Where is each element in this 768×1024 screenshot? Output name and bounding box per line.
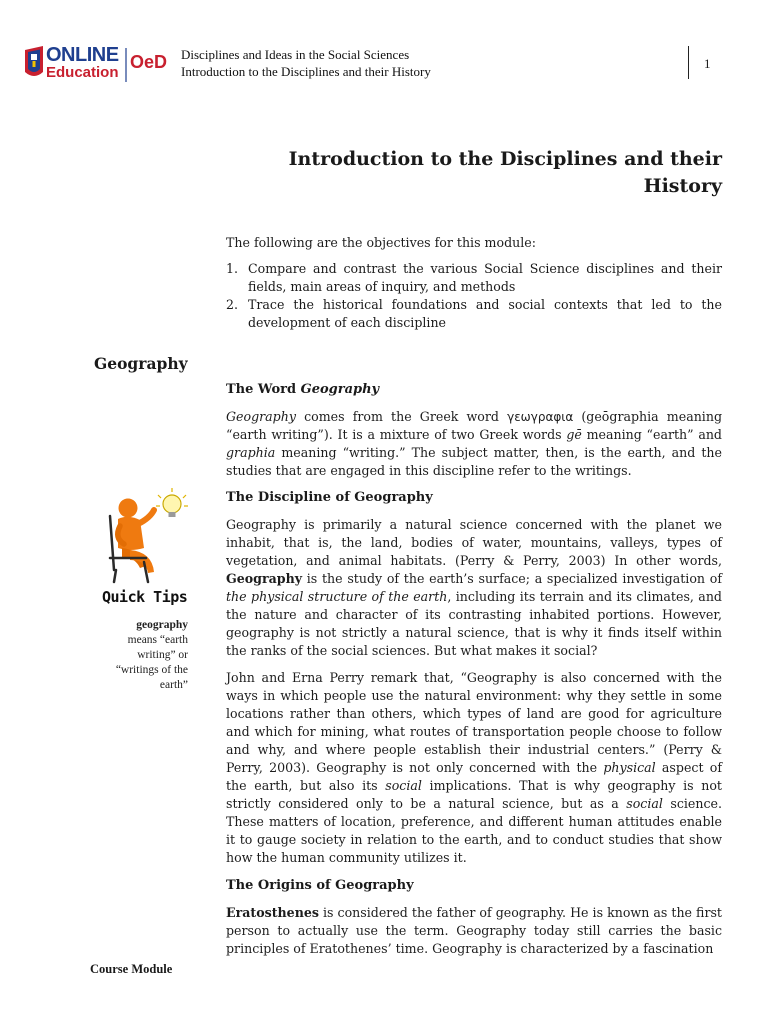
heading-origins-of-geography: The Origins of Geography <box>226 878 414 893</box>
logo-line-education: Education <box>46 64 119 81</box>
online-education-logo <box>22 44 177 86</box>
text-span: Geography <box>226 571 303 586</box>
text-span: John and Erna Perry remark that, “Geography is also concerned with the ways in which people use the natural environment: why they settle in some locations rather than others, which types of land are good for agriculture and which for mining, what routes of transportation people choose to follow and why, and where people establish their industrial centers.” (Perry & Perry, 2003). Geography is not only concerned with the <box>226 670 722 775</box>
text-span: is the study of the earth’s surface; a specialized investigation of <box>302 571 722 586</box>
page-title <box>252 146 722 200</box>
tip-definition-line: “writings of the <box>115 664 188 676</box>
heading-discipline-of-geography: The Discipline of Geography <box>226 490 433 505</box>
objective-item <box>226 296 722 332</box>
tip-definition-line: earth” <box>159 679 188 691</box>
text-span: aspect of the earth, but also its <box>226 760 722 793</box>
heading-the-word-geography <box>226 382 379 397</box>
page-title-line2: History <box>643 175 722 197</box>
objective-text: Compare and contrast the various Social Science disciplines and their fields, main areas of inquiry, and methods <box>248 261 722 294</box>
objective-number: 2. <box>226 297 239 312</box>
header-module-title: Introduction to the Disciplines and their History <box>181 64 431 79</box>
thinking-figure-lightbulb-icon <box>100 486 195 591</box>
header-course-title: Disciplines and Ideas in the Social Sciences <box>181 47 410 62</box>
text-span: graphia <box>226 445 276 460</box>
paragraph-discipline <box>226 516 722 660</box>
logo-mark-oed: OeD <box>130 52 168 72</box>
heading-prefix: The Word <box>226 382 301 397</box>
tip-term: geography <box>136 619 188 631</box>
heading-italic: Geography <box>300 382 380 397</box>
text-span: Eratosthenes <box>226 905 319 920</box>
text-span: (geōgraphia meaning “earth writing”). It is a mixture of two Greek words <box>226 409 723 442</box>
text-span: comes from the Greek word <box>295 409 508 424</box>
objective-item <box>226 260 722 296</box>
quick-tips-box <box>100 486 195 611</box>
footer-course-module: Course Module <box>90 962 173 976</box>
text-span: physical <box>603 760 656 775</box>
paragraph-perry <box>226 669 722 867</box>
quick-tip-text <box>96 618 188 693</box>
header-divider <box>688 46 689 79</box>
objective-number: 1. <box>226 261 239 276</box>
text-span: Geography <box>226 409 296 424</box>
tip-definition-line: means “earth <box>127 634 188 646</box>
text-span: implications. That is why geography is not strictly considered only to be a natural science, but as a <box>226 778 722 811</box>
paragraph-word-geography <box>226 408 722 480</box>
text-span: is considered the father of geography. He is known as the first person to actually use the term. Geography today still carries the basic principles of Eratothenes’ time. Geography is characterized by a fascination <box>226 905 722 956</box>
paragraph-origins <box>226 904 722 958</box>
text-span: meaning “earth” and <box>581 427 722 442</box>
text-span: , including its terrain and its climates, and the nature and character of its contrasting inhabited portions. However, geography is not strictly a natural science, that is why it finds itself within the ranks of the social sciences. But what makes it social? <box>226 589 722 658</box>
text-span: science. These matters of location, preference, and different human attitudes enable it to gauge society in relation to the earth, and to conduct studies that show how the human community utilizes it. <box>226 796 722 865</box>
text-span: Geography is primarily a natural science concerned with the planet we inhabit, that is, the land, bodies of water, mountains, valleys, types of vegetation, and animal habitats. (Perry & Perry, 2003) In other words, <box>226 517 722 568</box>
logo-line-online: ONLINE <box>46 44 119 66</box>
text-span: gē <box>566 427 582 442</box>
section-title: Geography <box>94 354 188 373</box>
text-span: social <box>385 778 422 793</box>
text-span: social <box>626 796 663 811</box>
tip-definition-line: writing” or <box>137 649 188 661</box>
objectives-intro: The following are the objectives for this module: <box>226 235 536 250</box>
text-span: meaning “writing.” The subject matter, then, is the earth, and the studies that are engaged in this discipline refer to the writings. <box>226 445 722 478</box>
text-span: the physical structure of the earth <box>226 589 448 604</box>
greek-word: γεωγραφια <box>507 410 574 424</box>
page-number: 1 <box>704 56 711 71</box>
page-title-line1: Introduction to the Disciplines and their <box>288 148 722 170</box>
objective-text: Trace the historical foundations and social contexts that led to the development of each discipline <box>248 297 722 330</box>
quick-tips-label: Quick Tips <box>102 588 188 606</box>
